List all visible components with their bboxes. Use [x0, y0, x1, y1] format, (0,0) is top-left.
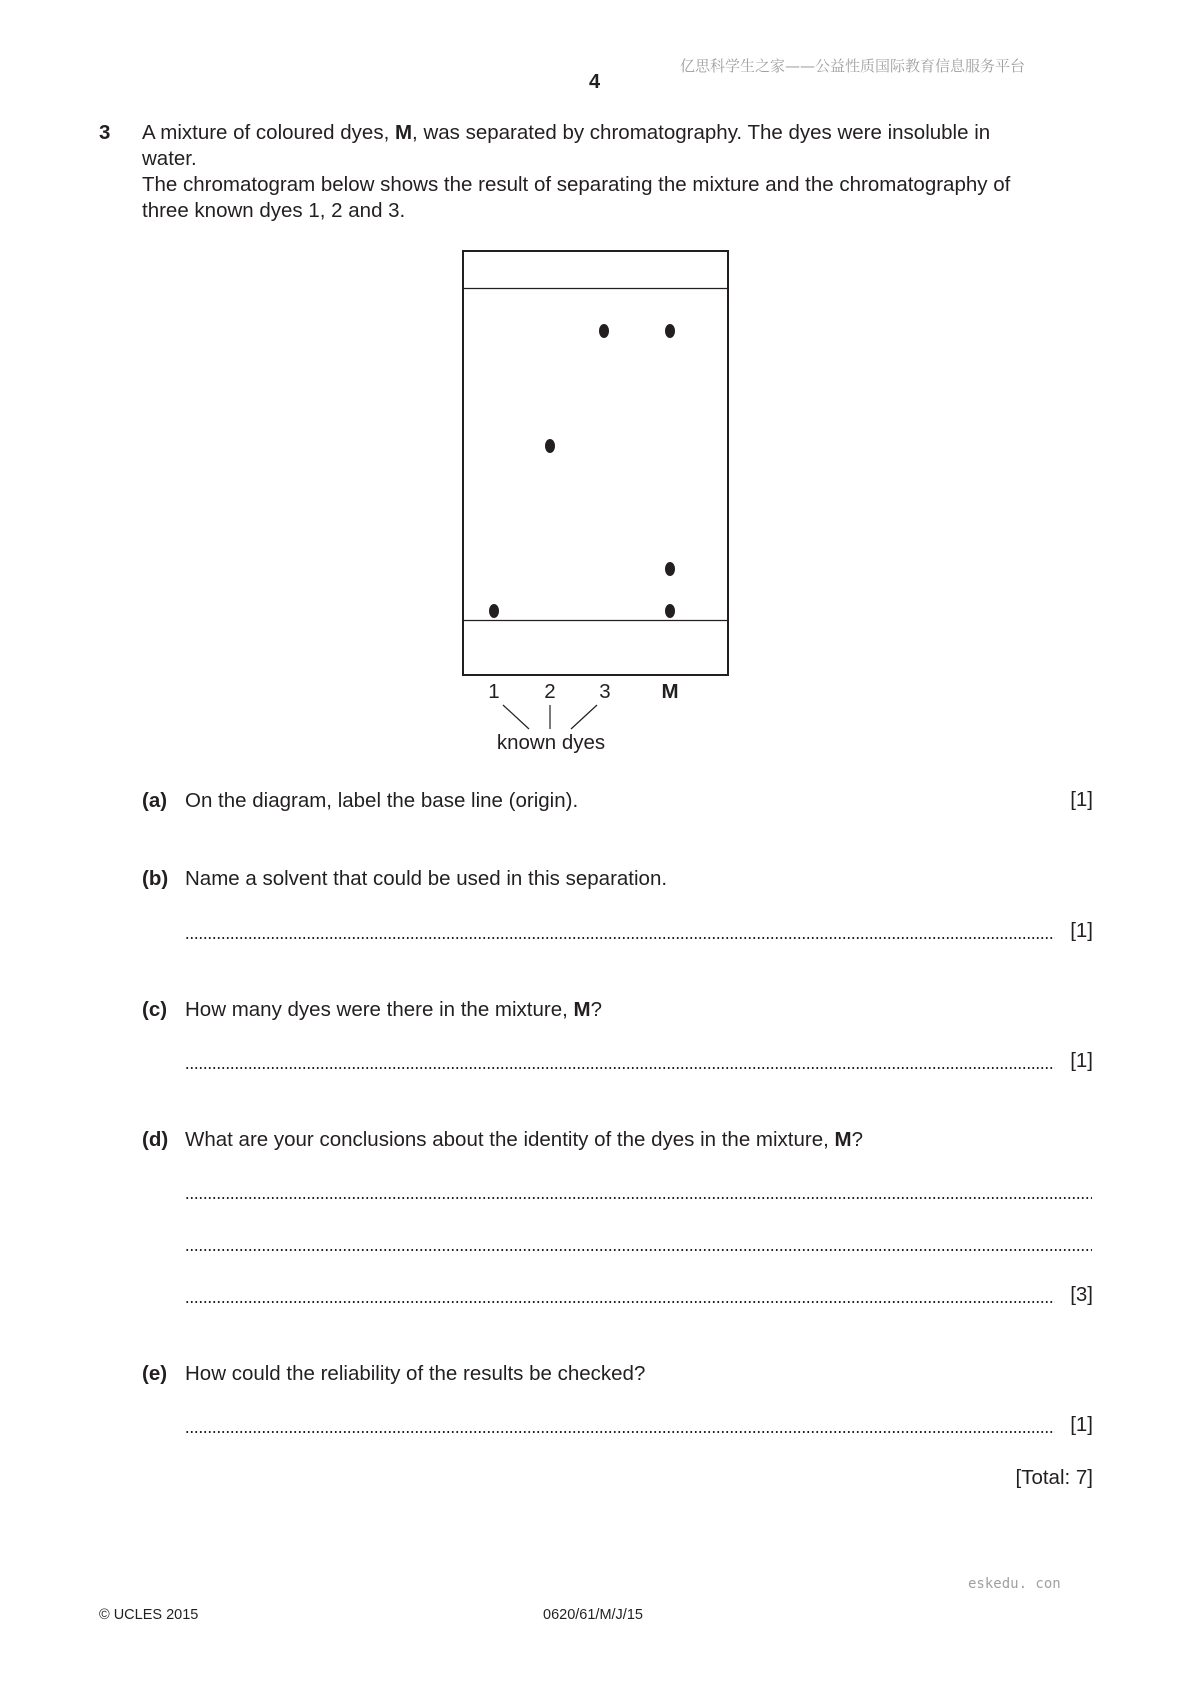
- question-number: 3: [99, 121, 111, 144]
- caption-pointer-1: [503, 705, 529, 729]
- dye-spot-lane-m-bottom: [665, 604, 675, 618]
- part-e-marks: [1]: [1070, 1413, 1093, 1436]
- question-intro-line-3: The chromatogram below shows the result of separating the mixture and the chromatography of: [142, 173, 1011, 196]
- part-d-answer-line-1[interactable]: [185, 1197, 1092, 1199]
- part-b-text: Name a solvent that could be used in this separation.: [185, 867, 668, 890]
- part-e-label: (e): [142, 1362, 168, 1385]
- part-d-text: What are your conclusions about the identity of the dyes in the mixture, M?: [185, 1128, 863, 1151]
- part-c-marks: [1]: [1070, 1049, 1093, 1072]
- dye-spot-lane-m-middle: [665, 562, 675, 576]
- part-c-text: How many dyes were there in the mixture, M?: [185, 998, 603, 1021]
- footer-copyright: © UCLES 2015: [99, 1607, 199, 1623]
- total-marks: [Total: 7]: [1015, 1466, 1093, 1489]
- part-b-label: (b): [142, 867, 169, 890]
- part-d-answer-line-2[interactable]: [185, 1249, 1092, 1251]
- known-dyes-caption: known dyes: [496, 731, 606, 754]
- question-intro-line-2: water.: [142, 147, 197, 170]
- question-intro-line-1: A mixture of coloured dyes, M, was separated by chromatography. The dyes were insoluble in: [142, 121, 991, 144]
- footer-paper-code: 0620/61/M/J/15: [543, 1607, 643, 1623]
- dye-spot-lane-2: [545, 439, 555, 453]
- part-e-answer-line[interactable]: [185, 1431, 1055, 1433]
- part-c-answer-line[interactable]: [185, 1067, 1055, 1069]
- dye-spot-lane-1: [489, 604, 499, 618]
- part-b-marks: [1]: [1070, 919, 1093, 942]
- chromatogram-diagram: [0, 0, 1190, 780]
- lane-label-1: 1: [488, 680, 500, 703]
- part-e-text: How could the reliability of the results be checked?: [185, 1362, 646, 1385]
- part-d-label: (d): [142, 1128, 169, 1151]
- part-a-label: (a): [142, 789, 168, 812]
- chromatography-paper: [463, 251, 728, 675]
- dye-spot-lane-3: [599, 324, 609, 338]
- lane-label-m: M: [661, 680, 679, 703]
- part-c-label: (c): [142, 998, 168, 1021]
- footer-site-watermark: eskedu. con: [968, 1576, 1061, 1592]
- caption-pointer-3: [571, 705, 597, 729]
- page-number: 4: [589, 71, 601, 93]
- part-d-marks: [3]: [1070, 1283, 1093, 1306]
- lane-label-3: 3: [599, 680, 611, 703]
- part-d-answer-line-3[interactable]: [185, 1301, 1055, 1303]
- part-a-marks: [1]: [1070, 788, 1093, 811]
- part-b-answer-line[interactable]: [185, 937, 1055, 939]
- lane-label-2: 2: [544, 680, 556, 703]
- question-intro-line-4: three known dyes 1, 2 and 3.: [142, 199, 406, 222]
- header-watermark: 亿思科学生之家——公益性质国际教育信息服务平台: [680, 57, 1026, 75]
- dye-spot-lane-m-top: [665, 324, 675, 338]
- part-a-text: On the diagram, label the base line (origin).: [185, 789, 579, 812]
